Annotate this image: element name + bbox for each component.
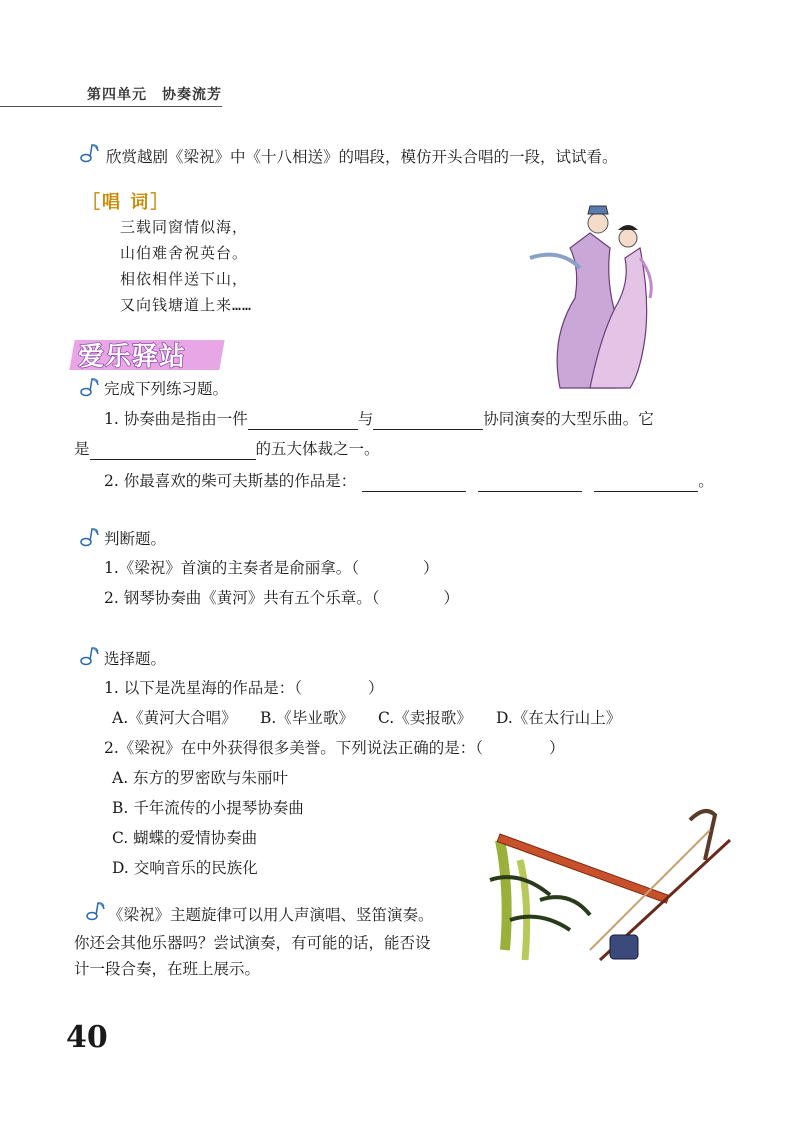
- music-note-icon: [78, 376, 100, 398]
- choice-question-2: [104, 737, 565, 759]
- opera-figures-illustration: [520, 188, 660, 393]
- choice-option[interactable]: A.《黄河大合唱》: [112, 709, 237, 727]
- header-rule: [0, 106, 222, 107]
- fill-question-1: [104, 408, 654, 430]
- answer-blank[interactable]: [594, 475, 698, 492]
- fill-q1-part-d: 是: [74, 440, 90, 458]
- activity-line: 计一段合奏，在班上展示。: [74, 960, 261, 978]
- choice-option[interactable]: B. 千年流传的小提琴协奏曲: [112, 799, 304, 817]
- answer-blank[interactable]: [248, 413, 358, 430]
- lyrics-title: ［唱 词］: [82, 192, 171, 213]
- choice-option[interactable]: C. 蝴蝶的爱情协奏曲: [112, 829, 258, 847]
- music-note-icon: [78, 645, 100, 667]
- choice-option[interactable]: D.《在太行山上》: [496, 709, 622, 727]
- paren-close: ）: [443, 589, 459, 607]
- music-note-icon: [78, 526, 100, 548]
- judge-q2-text: 2. 钢琴协奏曲《黄河》共有五个乐章。（: [104, 589, 380, 607]
- paren-close: ）: [423, 559, 439, 577]
- lyric-line: 又向钱塘道上来……: [120, 296, 253, 314]
- fill-q1-part-a: 1. 协奏曲是指由一件: [104, 410, 248, 428]
- choice-option[interactable]: D. 交响音乐的民族化: [112, 859, 258, 877]
- fill-question-1-cont: [74, 438, 380, 460]
- judge-heading: 判断题。: [104, 530, 167, 548]
- choice-q1-text: 1. 以下是冼星海的作品是：（: [104, 679, 302, 697]
- fill-q1-part-e: 的五大体裁之一。: [255, 440, 380, 458]
- fill-q2-end: 。: [698, 472, 714, 490]
- judge-q1-text: 1.《梁祝》首演的主奏者是俞丽拿。（: [104, 559, 360, 577]
- page-number: 40: [66, 1020, 108, 1055]
- fill-q2-text: 2. 你最喜欢的柴可夫斯基的作品是：: [104, 472, 357, 490]
- answer-blank[interactable]: [90, 443, 256, 460]
- intro-text: 欣赏越剧《梁祝》中《十八相送》的唱段，模仿开头合唱的一段，试试看。: [106, 148, 618, 166]
- judge-question-2: [104, 587, 459, 609]
- choice-q2-text: 2.《梁祝》在中外获得很多美誉。下列说法正确的是：（: [104, 739, 484, 757]
- judge-question-1: [104, 557, 439, 579]
- section-title: 爱乐驿站: [78, 342, 187, 372]
- answer-blank[interactable]: [478, 475, 582, 492]
- choice-option[interactable]: A. 东方的罗密欧与朱丽叶: [112, 769, 289, 787]
- instruments-illustration: [480, 800, 760, 970]
- fill-q1-part-b: 与: [357, 410, 374, 428]
- activity-line: 《梁祝》主题旋律可以用人声演唱、竖笛演奏。: [108, 906, 434, 924]
- music-note-icon: [78, 142, 100, 164]
- answer-blank[interactable]: [373, 413, 483, 430]
- lyric-line: 三载同窗情似海，: [120, 218, 249, 236]
- activity-line: 你还会其他乐器吗？尝试演奏，有可能的话，能否设: [74, 934, 431, 952]
- unit-header: 第四单元 协奏流芳: [87, 87, 222, 103]
- fill-q1-part-c: 协同演奏的大型乐曲。它: [483, 410, 654, 428]
- fill-heading: 完成下列练习题。: [104, 380, 229, 398]
- paren-close: ）: [367, 679, 384, 697]
- lyric-line: 山伯难舍祝英台。: [120, 244, 249, 262]
- answer-blank[interactable]: [362, 475, 466, 492]
- lyric-line: 相依相伴送下山，: [120, 270, 249, 288]
- choice-heading: 选择题。: [104, 650, 167, 668]
- paren-close: ）: [549, 739, 565, 757]
- music-note-icon: [84, 900, 106, 922]
- choice-question-1: [104, 677, 383, 699]
- fill-question-2: [104, 470, 714, 492]
- choice-option[interactable]: C.《卖报歌》: [378, 709, 472, 727]
- choice-option[interactable]: B.《毕业歌》: [260, 709, 354, 727]
